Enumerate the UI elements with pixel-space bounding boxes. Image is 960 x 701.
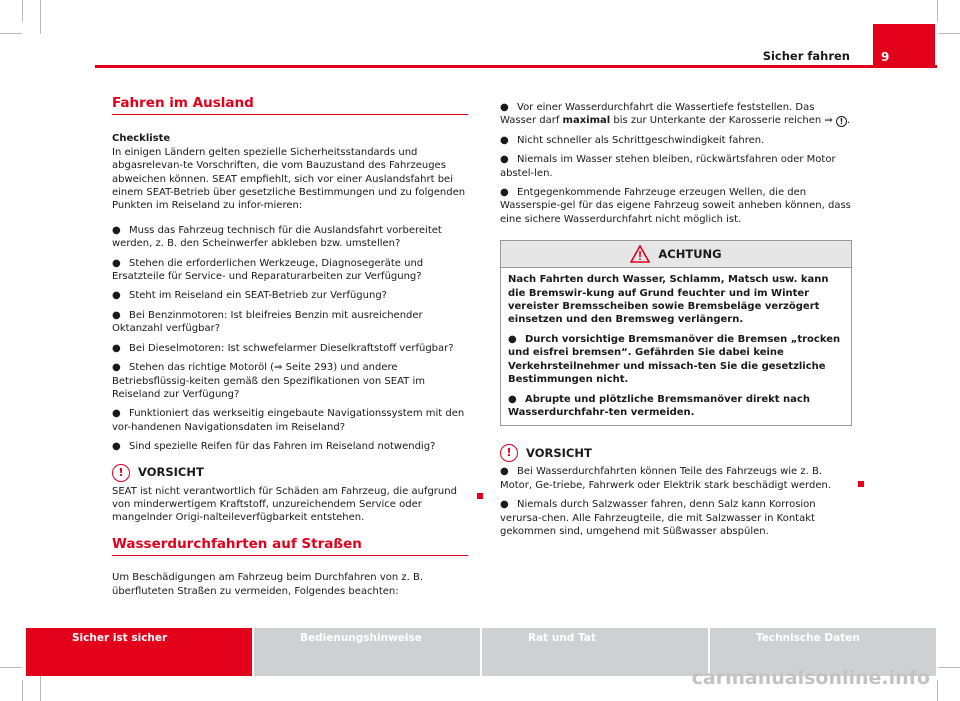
right-column <box>500 101 852 544</box>
page-number: 9 <box>881 49 890 64</box>
checklist-heading: Checkliste <box>112 133 171 145</box>
section-end-mark <box>477 493 483 499</box>
watermark: carmanualsonline.info <box>691 667 930 689</box>
warning-title: ACHTUNG <box>658 246 722 261</box>
exclamation-circle-icon: ! <box>112 464 130 482</box>
caution-title: VORSICHT <box>138 464 204 479</box>
list-item: ● Sind spezielle Reifen für das Fahren im Reiseland notwendig? <box>112 441 436 453</box>
abroad-intro: In einigen Ländern gelten spezielle Sicherheitsstandards und abgasrelevan-te Vorschriften, die vom Bauzustand des Fahrzeuges abweichen können. SEAT empfiehlt, sich vor einer Auslandsfahrt bei einem SEAT-Betrieb über gesetzliche Bestimmungen und zu folgenden Punkten im Reiseland zu infor-mieren: <box>112 146 466 212</box>
list-item: ● Niemals im Wasser stehen bleiben, rückwärtsfahren oder Motor abstel-len. <box>500 154 836 179</box>
crop-mark <box>40 0 41 34</box>
warning-intro: Nach Fahrten durch Wasser, Schlamm, Matsch usw. kann die Bremswir-kung auf Grund feuchter und im Winter vereister Bremsscheiben sowie Bremsbeläge verzögert einsetzen und den Bremsweg verlängern. <box>508 274 829 326</box>
list-item: ● Niemals durch Salzwasser fahren, denn Salz kann Korrosion verursa-chen. Alle Fahrzeugteile, die mit Salzwasser in Kontakt gekommen sind, umgehend mit Süßwasser abspülen. <box>500 499 816 537</box>
list-item: ● Bei Benzinmotoren: Ist bleifreies Benzin mit ausreichender Oktanzahl verfügbar? <box>112 309 423 335</box>
list-item: ● Steht im Reiseland ein SEAT-Betrieb zur Verfügung? <box>112 290 387 302</box>
list-item: ● Bei Wasserdurchfahrten können Teile des Fahrzeugs wie z. B. Motor, Ge-triebe, Fahrwerk oder Elektrik stark beschädigt werden. <box>500 466 832 491</box>
caution-title: VORSICHT <box>526 445 592 460</box>
crop-mark <box>938 33 960 34</box>
crop-mark <box>22 0 23 22</box>
section-title-water: Wasserdurchfahrten auf Straßen <box>112 538 468 556</box>
caution-notice-water <box>500 444 852 538</box>
list-item: ● Stehen das richtige Motoröl (⇒ Seite 293) und andere Betriebsflüssig-keiten gemäß den Spezifikationen von SEAT im Reiseland zur Verfügung? <box>112 362 425 400</box>
crop-mark <box>0 33 22 34</box>
section-end-mark <box>858 481 864 487</box>
list-item: ● Abrupte und plötzliche Bremsmanöver direkt nach Wasserdurchfahr-ten vermeiden. <box>508 393 810 418</box>
footer-tab-sicher-ist-sicher[interactable]: Sicher ist sicher <box>26 628 252 676</box>
section-title-abroad: Fahren im Ausland <box>112 97 468 115</box>
crop-mark <box>0 667 22 668</box>
caution-text: SEAT ist nicht verantwortlich für Schäden am Fahrzeug, die aufgrund von minderwertigem Kraftstoff, unzureichendem Service oder mangelnder Origi-nalteileverfügbarkeit entstehen. <box>112 485 457 524</box>
list-item: ● Stehen die erforderlichen Werkzeuge, Diagnosegeräte und Ersatzteile für Service- und Reparaturarbeiten zur Verfügung? <box>112 257 424 283</box>
footer-tab-rat-und-tat[interactable]: Rat und Tat <box>482 628 708 676</box>
list-item: ● Nicht schneller als Schrittgeschwindigkeit fahren. <box>500 134 765 146</box>
crop-mark <box>22 680 23 701</box>
footer-tab-technische-daten[interactable]: Technische Daten <box>710 628 936 676</box>
warning-box <box>500 240 852 426</box>
list-item: ● Durch vorsichtige Bremsmanöver die Bremsen „trocken und eisfrei bremsen“. Gefährden Sie dabei keine Verkehrsteilnehmer und missach-ten Sie die gesetzliche Bestimmungen nicht. <box>508 333 841 386</box>
abroad-bullet-list <box>112 224 468 454</box>
page-header-title: Sicher fahren <box>762 49 850 63</box>
list-item: ● Entgegenkommende Fahrzeuge erzeugen Wellen, die den Wasserspie-gel für das eigene Fahrzeug soweit anheben können, dass eine sichere Wasserdurchfahrt nicht möglich ist. <box>500 187 851 225</box>
crop-mark <box>937 0 938 22</box>
warning-triangle-icon <box>630 245 650 263</box>
crop-mark <box>938 667 960 668</box>
list-item: ● Bei Dieselmotoren: Ist schwefelarmer Dieselkraftstoff verfügbar? <box>112 342 454 354</box>
header-rule <box>95 65 937 68</box>
left-column <box>112 97 468 531</box>
list-item: ● Funktioniert das werkseitig eingebaute Navigationssystem mit den vor-handenen Navigationsdaten im Reiseland? <box>112 408 465 433</box>
water-intro: Um Beschädigungen am Fahrzeug beim Durchfahren von z. B. überfluteten Straßen zu vermeiden, Folgendes beachten: <box>112 572 424 597</box>
caution-notice-abroad <box>112 464 468 525</box>
list-item: ● Muss das Fahrzeug technisch für die Auslandsfahrt vorbereitet werden, z. B. den Scheinwerfer abkleben bzw. umstellen? <box>112 224 442 250</box>
page-number-tab <box>873 24 935 68</box>
crop-mark <box>937 680 938 701</box>
footer-tab-bedienungshinweise[interactable]: Bedienungshinweise <box>254 628 480 676</box>
exclamation-circle-icon: ! <box>500 444 518 462</box>
list-item: ● Vor einer Wasserdurchfahrt die Wassertiefe feststellen. Das Wasser darf maximal bis zur Unterkante der Karosserie reichen ⇒ ! . <box>500 102 851 127</box>
exclamation-circle-icon: ! <box>836 116 847 127</box>
left-column-section2 <box>112 538 468 604</box>
